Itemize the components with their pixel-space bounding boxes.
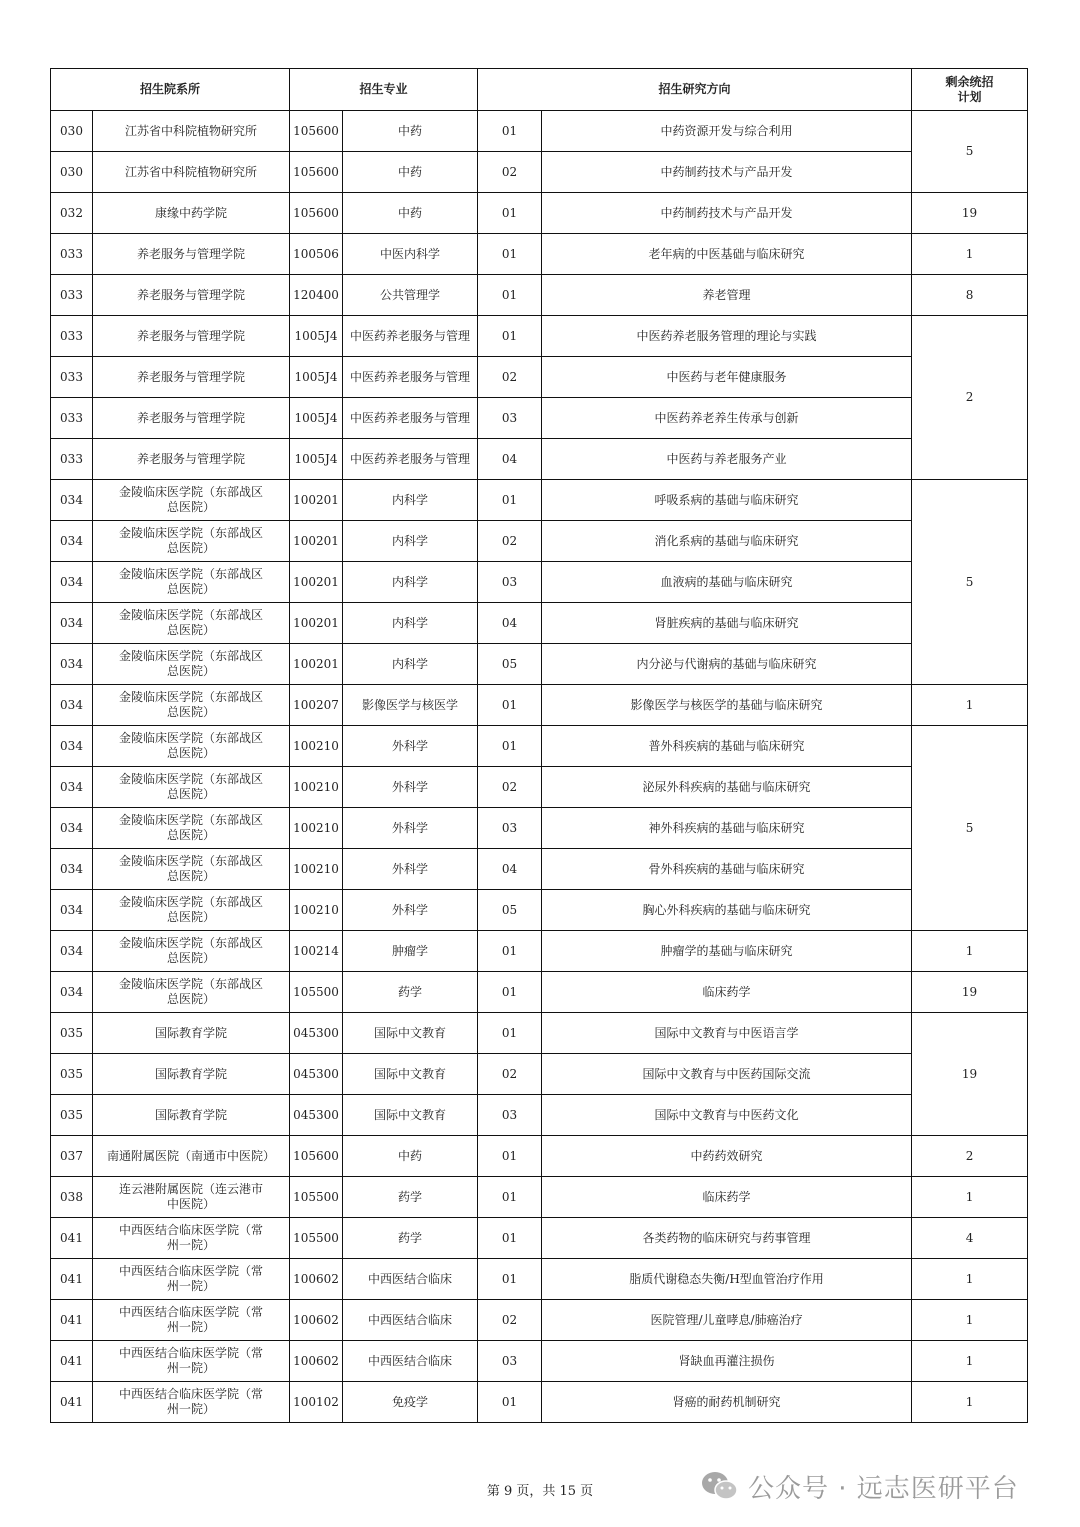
major-name-cell: 外科学 — [343, 849, 478, 890]
dept-name-cell — [93, 521, 290, 562]
direction-code-cell: 01 — [478, 1013, 542, 1054]
direction-name-cell: 临床药学 — [542, 972, 912, 1013]
direction-code-cell: 02 — [478, 1054, 542, 1095]
table-row — [51, 439, 1028, 480]
remaining-plan-cell: 1 — [912, 234, 1028, 275]
dept-code-cell: 041 — [51, 1382, 93, 1423]
remaining-plan-cell: 5 — [912, 111, 1028, 193]
major-name-cell: 影像医学与核医学 — [343, 685, 478, 726]
table-row — [51, 644, 1028, 685]
dept-name-text: 中西医结合临床医学院（常州一院） — [118, 1264, 263, 1293]
dept-code-cell: 034 — [51, 972, 93, 1013]
direction-name-cell: 脂质代谢稳态失衡/H型血管治疗作用 — [542, 1259, 912, 1300]
major-name-cell: 中药 — [343, 193, 478, 234]
dept-code-cell: 035 — [51, 1054, 93, 1095]
dept-code-cell: 041 — [51, 1341, 93, 1382]
dept-name-cell: 养老服务与管理学院 — [93, 234, 290, 275]
direction-code-cell: 05 — [478, 890, 542, 931]
direction-name-cell: 神外科疾病的基础与临床研究 — [542, 808, 912, 849]
major-code-cell: 100214 — [290, 931, 343, 972]
dept-name-cell: 国际教育学院 — [93, 1054, 290, 1095]
header-plan — [912, 69, 1028, 111]
table-row — [51, 275, 1028, 316]
direction-name-cell: 各类药物的临床研究与药事管理 — [542, 1218, 912, 1259]
dept-name-cell: 江苏省中科院植物研究所 — [93, 152, 290, 193]
dept-name-cell — [93, 1382, 290, 1423]
direction-name-cell: 泌尿外科疾病的基础与临床研究 — [542, 767, 912, 808]
dept-name-text: 金陵临床医学院（东部战区总医院） — [118, 936, 263, 965]
direction-code-cell: 01 — [478, 931, 542, 972]
major-name-cell: 外科学 — [343, 890, 478, 931]
table-row — [51, 890, 1028, 931]
table-row — [51, 808, 1028, 849]
dept-name-text: 金陵临床医学院（东部战区总医院） — [118, 608, 263, 637]
dept-name-cell — [93, 1259, 290, 1300]
table-row — [51, 1218, 1028, 1259]
dept-name-cell — [93, 480, 290, 521]
direction-code-cell: 01 — [478, 316, 542, 357]
remaining-plan-cell: 5 — [912, 480, 1028, 685]
table-row — [51, 562, 1028, 603]
dept-name-cell — [93, 972, 290, 1013]
table-row — [51, 685, 1028, 726]
major-code-cell: 1005J4 — [290, 357, 343, 398]
direction-name-cell: 临床药学 — [542, 1177, 912, 1218]
dept-name-cell: 国际教育学院 — [93, 1013, 290, 1054]
dept-name-text: 金陵临床医学院（东部战区总医院） — [118, 854, 263, 883]
direction-code-cell: 02 — [478, 152, 542, 193]
major-code-cell: 100201 — [290, 521, 343, 562]
major-code-cell: 100210 — [290, 726, 343, 767]
direction-name-cell: 呼吸系病的基础与临床研究 — [542, 480, 912, 521]
direction-code-cell: 01 — [478, 1382, 542, 1423]
dept-code-cell: 035 — [51, 1095, 93, 1136]
header-direction: 招生研究方向 — [478, 69, 912, 111]
dept-name-text: 中西医结合临床医学院（常州一院） — [118, 1346, 263, 1375]
table-row — [51, 1136, 1028, 1177]
enrollment-plan-table — [50, 68, 1028, 1423]
major-name-cell: 中医内科学 — [343, 234, 478, 275]
remaining-plan-cell: 5 — [912, 726, 1028, 931]
dept-code-cell: 041 — [51, 1259, 93, 1300]
dept-name-cell — [93, 1177, 290, 1218]
table-row — [51, 1013, 1028, 1054]
major-code-cell: 100210 — [290, 849, 343, 890]
dept-name-text: 中西医结合临床医学院（常州一院） — [118, 1223, 263, 1252]
direction-code-cell: 01 — [478, 726, 542, 767]
major-code-cell: 105500 — [290, 1218, 343, 1259]
direction-name-cell: 肾脏疾病的基础与临床研究 — [542, 603, 912, 644]
dept-name-cell — [93, 808, 290, 849]
dept-name-text: 金陵临床医学院（东部战区总医院） — [118, 526, 263, 555]
direction-code-cell: 01 — [478, 1136, 542, 1177]
major-code-cell: 100602 — [290, 1341, 343, 1382]
direction-code-cell: 02 — [478, 357, 542, 398]
major-code-cell: 1005J4 — [290, 316, 343, 357]
dept-name-cell: 养老服务与管理学院 — [93, 357, 290, 398]
table-row — [51, 234, 1028, 275]
dept-code-cell: 030 — [51, 152, 93, 193]
dept-code-cell: 034 — [51, 644, 93, 685]
direction-code-cell: 04 — [478, 603, 542, 644]
wechat-icon — [700, 1469, 740, 1503]
major-name-cell: 中医药养老服务与管理 — [343, 439, 478, 480]
table-header-row — [51, 69, 1028, 111]
dept-code-cell: 034 — [51, 890, 93, 931]
table-row — [51, 767, 1028, 808]
direction-code-cell: 01 — [478, 111, 542, 152]
dept-name-cell — [93, 603, 290, 644]
direction-name-cell: 中药制药技术与产品开发 — [542, 152, 912, 193]
direction-name-cell: 肾缺血再灌注损伤 — [542, 1341, 912, 1382]
dept-code-cell: 033 — [51, 316, 93, 357]
direction-name-cell: 中药药效研究 — [542, 1136, 912, 1177]
major-name-cell: 国际中文教育 — [343, 1054, 478, 1095]
table-row — [51, 398, 1028, 439]
major-code-cell: 100602 — [290, 1259, 343, 1300]
major-name-cell: 内科学 — [343, 562, 478, 603]
table-row — [51, 726, 1028, 767]
major-code-cell: 105600 — [290, 1136, 343, 1177]
dept-code-cell: 034 — [51, 849, 93, 890]
major-code-cell: 1005J4 — [290, 439, 343, 480]
dept-name-cell: 康缘中药学院 — [93, 193, 290, 234]
dept-code-cell: 033 — [51, 234, 93, 275]
header-dept: 招生院系所 — [51, 69, 290, 111]
dept-code-cell: 037 — [51, 1136, 93, 1177]
dept-code-cell: 034 — [51, 480, 93, 521]
direction-code-cell: 01 — [478, 1218, 542, 1259]
remaining-plan-cell: 19 — [912, 972, 1028, 1013]
direction-code-cell: 01 — [478, 234, 542, 275]
table-row — [51, 1259, 1028, 1300]
direction-name-cell: 中医药与养老服务产业 — [542, 439, 912, 480]
direction-name-cell: 肾癌的耐药机制研究 — [542, 1382, 912, 1423]
dept-name-text: 中西医结合临床医学院（常州一院） — [118, 1305, 263, 1334]
direction-code-cell: 02 — [478, 767, 542, 808]
major-code-cell: 100201 — [290, 603, 343, 644]
dept-code-cell: 034 — [51, 808, 93, 849]
header-plan-label: 剩余统招计划 — [945, 74, 994, 104]
direction-name-cell: 胸心外科疾病的基础与临床研究 — [542, 890, 912, 931]
table-row — [51, 1382, 1028, 1423]
major-code-cell: 105600 — [290, 152, 343, 193]
table-row — [51, 972, 1028, 1013]
dept-code-cell: 033 — [51, 275, 93, 316]
major-code-cell: 120400 — [290, 275, 343, 316]
major-name-cell: 中医药养老服务与管理 — [343, 316, 478, 357]
dept-name-text: 金陵临床医学院（东部战区总医院） — [118, 895, 263, 924]
table-row — [51, 849, 1028, 890]
dept-name-cell — [93, 685, 290, 726]
major-name-cell: 中药 — [343, 1136, 478, 1177]
major-name-cell: 肿瘤学 — [343, 931, 478, 972]
major-code-cell: 1005J4 — [290, 398, 343, 439]
direction-code-cell: 03 — [478, 1341, 542, 1382]
dept-name-text: 金陵临床医学院（东部战区总医院） — [118, 690, 263, 719]
direction-name-cell: 骨外科疾病的基础与临床研究 — [542, 849, 912, 890]
major-name-cell: 外科学 — [343, 767, 478, 808]
dept-code-cell: 034 — [51, 685, 93, 726]
dept-code-cell: 035 — [51, 1013, 93, 1054]
remaining-plan-cell: 2 — [912, 1136, 1028, 1177]
remaining-plan-cell: 1 — [912, 1382, 1028, 1423]
major-code-cell: 100602 — [290, 1300, 343, 1341]
dept-name-cell: 养老服务与管理学院 — [93, 275, 290, 316]
direction-code-cell: 03 — [478, 808, 542, 849]
direction-name-cell: 中医药养老服务管理的理论与实践 — [542, 316, 912, 357]
direction-name-cell: 中药资源开发与综合利用 — [542, 111, 912, 152]
direction-name-cell: 养老管理 — [542, 275, 912, 316]
direction-name-cell: 影像医学与核医学的基础与临床研究 — [542, 685, 912, 726]
major-name-cell: 中医药养老服务与管理 — [343, 398, 478, 439]
remaining-plan-cell: 19 — [912, 193, 1028, 234]
remaining-plan-cell: 19 — [912, 1013, 1028, 1136]
major-code-cell: 100210 — [290, 808, 343, 849]
major-name-cell: 内科学 — [343, 603, 478, 644]
major-name-cell: 国际中文教育 — [343, 1095, 478, 1136]
dept-name-cell: 养老服务与管理学院 — [93, 439, 290, 480]
direction-name-cell: 中药制药技术与产品开发 — [542, 193, 912, 234]
table-row — [51, 603, 1028, 644]
dept-name-text: 金陵临床医学院（东部战区总医院） — [118, 813, 263, 842]
direction-code-cell: 04 — [478, 439, 542, 480]
dept-code-cell: 033 — [51, 357, 93, 398]
direction-name-cell: 内分泌与代谢病的基础与临床研究 — [542, 644, 912, 685]
direction-name-cell: 国际中文教育与中医药文化 — [542, 1095, 912, 1136]
major-name-cell: 内科学 — [343, 521, 478, 562]
remaining-plan-cell: 1 — [912, 685, 1028, 726]
dept-name-cell — [93, 1341, 290, 1382]
major-name-cell: 中西医结合临床 — [343, 1341, 478, 1382]
table-row — [51, 1341, 1028, 1382]
direction-name-cell: 老年病的中医基础与临床研究 — [542, 234, 912, 275]
direction-name-cell: 肿瘤学的基础与临床研究 — [542, 931, 912, 972]
major-code-cell: 045300 — [290, 1013, 343, 1054]
dept-name-cell — [93, 562, 290, 603]
direction-name-cell: 普外科疾病的基础与临床研究 — [542, 726, 912, 767]
direction-name-cell: 中医药与老年健康服务 — [542, 357, 912, 398]
direction-name-cell: 中医药养老养生传承与创新 — [542, 398, 912, 439]
dept-name-cell: 养老服务与管理学院 — [93, 316, 290, 357]
dept-name-cell — [93, 1300, 290, 1341]
major-code-cell: 105500 — [290, 972, 343, 1013]
dept-name-cell: 养老服务与管理学院 — [93, 398, 290, 439]
major-code-cell: 100201 — [290, 562, 343, 603]
major-code-cell: 100102 — [290, 1382, 343, 1423]
major-name-cell: 内科学 — [343, 644, 478, 685]
table-row — [51, 1095, 1028, 1136]
table-row — [51, 1177, 1028, 1218]
major-name-cell: 外科学 — [343, 808, 478, 849]
major-code-cell: 100207 — [290, 685, 343, 726]
dept-code-cell: 034 — [51, 931, 93, 972]
dept-name-cell — [93, 1218, 290, 1259]
major-name-cell: 公共管理学 — [343, 275, 478, 316]
table-row — [51, 152, 1028, 193]
dept-code-cell: 038 — [51, 1177, 93, 1218]
dept-name-cell — [93, 767, 290, 808]
remaining-plan-cell: 2 — [912, 316, 1028, 480]
remaining-plan-cell: 1 — [912, 1300, 1028, 1341]
page-footer: 第 9 页，共 15 页 — [486, 1484, 594, 1499]
table-row — [51, 357, 1028, 398]
dept-name-cell: 江苏省中科院植物研究所 — [93, 111, 290, 152]
major-code-cell: 105600 — [290, 111, 343, 152]
direction-code-cell: 01 — [478, 480, 542, 521]
direction-name-cell: 血液病的基础与临床研究 — [542, 562, 912, 603]
dept-name-text: 金陵临床医学院（东部战区总医院） — [118, 731, 263, 760]
remaining-plan-cell: 1 — [912, 1177, 1028, 1218]
major-code-cell: 100506 — [290, 234, 343, 275]
direction-name-cell: 消化系病的基础与临床研究 — [542, 521, 912, 562]
major-name-cell: 国际中文教育 — [343, 1013, 478, 1054]
dept-name-cell: 国际教育学院 — [93, 1095, 290, 1136]
major-code-cell: 045300 — [290, 1054, 343, 1095]
remaining-plan-cell: 1 — [912, 1341, 1028, 1382]
remaining-plan-cell: 1 — [912, 931, 1028, 972]
dept-name-cell — [93, 931, 290, 972]
direction-code-cell: 05 — [478, 644, 542, 685]
header-major: 招生专业 — [290, 69, 478, 111]
major-code-cell: 100201 — [290, 480, 343, 521]
major-code-cell: 100210 — [290, 890, 343, 931]
direction-name-cell: 国际中文教育与中医语言学 — [542, 1013, 912, 1054]
table-row — [51, 931, 1028, 972]
direction-code-cell: 03 — [478, 398, 542, 439]
major-code-cell: 100201 — [290, 644, 343, 685]
direction-code-cell: 02 — [478, 1300, 542, 1341]
dept-code-cell: 041 — [51, 1300, 93, 1341]
watermark-text: 公众号 · 远志医研平台 — [748, 1473, 1019, 1504]
direction-code-cell: 01 — [478, 1259, 542, 1300]
major-name-cell: 外科学 — [343, 726, 478, 767]
direction-code-cell: 04 — [478, 849, 542, 890]
table-row — [51, 1054, 1028, 1095]
dept-code-cell: 033 — [51, 398, 93, 439]
table-body — [51, 111, 1028, 1423]
major-code-cell: 105500 — [290, 1177, 343, 1218]
dept-name-cell: 南通附属医院（南通市中医院） — [93, 1136, 290, 1177]
table-row — [51, 111, 1028, 152]
dept-code-cell: 032 — [51, 193, 93, 234]
table-row — [51, 316, 1028, 357]
major-name-cell: 中西医结合临床 — [343, 1300, 478, 1341]
dept-code-cell: 041 — [51, 1218, 93, 1259]
dept-code-cell: 034 — [51, 726, 93, 767]
direction-code-cell: 03 — [478, 1095, 542, 1136]
dept-code-cell: 034 — [51, 603, 93, 644]
major-name-cell: 药学 — [343, 1218, 478, 1259]
direction-code-cell: 01 — [478, 972, 542, 1013]
dept-name-cell — [93, 644, 290, 685]
major-name-cell: 免疫学 — [343, 1382, 478, 1423]
dept-name-text: 金陵临床医学院（东部战区总医院） — [118, 649, 263, 678]
dept-name-text: 连云港附属医院（连云港市中医院） — [118, 1182, 263, 1211]
major-name-cell: 中医药养老服务与管理 — [343, 357, 478, 398]
direction-code-cell: 01 — [478, 685, 542, 726]
remaining-plan-cell: 1 — [912, 1259, 1028, 1300]
table-row — [51, 480, 1028, 521]
major-name-cell: 内科学 — [343, 480, 478, 521]
table-row — [51, 1300, 1028, 1341]
major-name-cell: 药学 — [343, 1177, 478, 1218]
dept-name-cell — [93, 849, 290, 890]
major-name-cell: 药学 — [343, 972, 478, 1013]
major-name-cell: 中西医结合临床 — [343, 1259, 478, 1300]
dept-name-text: 中西医结合临床医学院（常州一院） — [118, 1387, 263, 1416]
dept-name-cell — [93, 890, 290, 931]
remaining-plan-cell: 8 — [912, 275, 1028, 316]
major-name-cell: 中药 — [343, 152, 478, 193]
major-code-cell: 100210 — [290, 767, 343, 808]
remaining-plan-cell: 4 — [912, 1218, 1028, 1259]
direction-code-cell: 01 — [478, 193, 542, 234]
major-name-cell: 中药 — [343, 111, 478, 152]
major-code-cell: 045300 — [290, 1095, 343, 1136]
direction-code-cell: 01 — [478, 1177, 542, 1218]
watermark — [700, 1466, 1019, 1506]
table-row — [51, 521, 1028, 562]
direction-name-cell: 医院管理/儿童哮息/肺癌治疗 — [542, 1300, 912, 1341]
direction-code-cell: 01 — [478, 275, 542, 316]
direction-code-cell: 03 — [478, 562, 542, 603]
dept-code-cell: 034 — [51, 767, 93, 808]
dept-code-cell: 034 — [51, 562, 93, 603]
dept-name-text: 金陵临床医学院（东部战区总医院） — [118, 977, 263, 1006]
direction-code-cell: 02 — [478, 521, 542, 562]
dept-name-cell — [93, 726, 290, 767]
dept-code-cell: 034 — [51, 521, 93, 562]
table-row — [51, 193, 1028, 234]
major-code-cell: 105600 — [290, 193, 343, 234]
dept-name-text: 金陵临床医学院（东部战区总医院） — [118, 567, 263, 596]
dept-code-cell: 033 — [51, 439, 93, 480]
dept-code-cell: 030 — [51, 111, 93, 152]
dept-name-text: 金陵临床医学院（东部战区总医院） — [118, 485, 263, 514]
direction-name-cell: 国际中文教育与中医药国际交流 — [542, 1054, 912, 1095]
dept-name-text: 金陵临床医学院（东部战区总医院） — [118, 772, 263, 801]
